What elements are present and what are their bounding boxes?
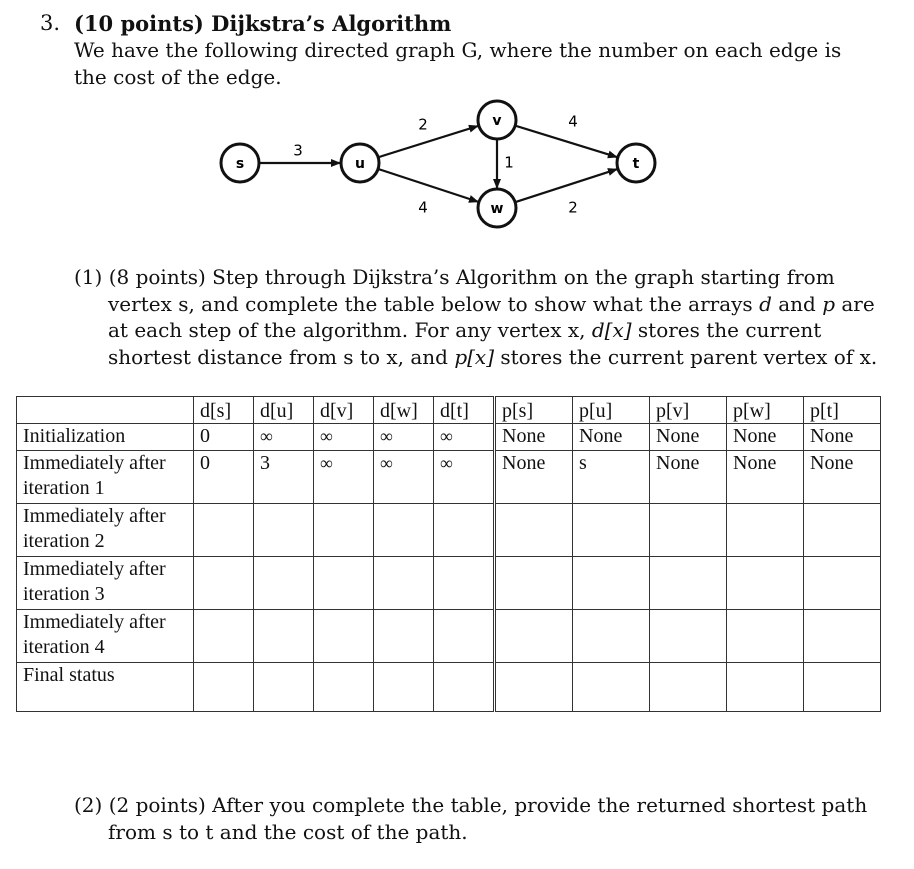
table-cell: [194, 557, 254, 610]
question-title: (10 points) Dijkstra’s Algorithm: [74, 11, 452, 36]
table-cell: [194, 504, 254, 557]
d-array-label: d: [759, 291, 772, 316]
table-cell: [194, 663, 254, 712]
table-cell: [374, 504, 434, 557]
table-row: [17, 610, 881, 663]
table-cell: [573, 610, 650, 663]
table-cell: ∞: [434, 451, 495, 504]
table-cell: [254, 610, 314, 663]
table-cell: ∞: [314, 424, 374, 451]
question-number: 3.: [40, 11, 61, 35]
column-header: p[v]: [650, 397, 727, 424]
edge-v-t: [515, 126, 617, 157]
table-cell: ∞: [374, 424, 434, 451]
table-cell: 3: [254, 451, 314, 504]
column-header: d[v]: [314, 397, 374, 424]
dijkstra-table: [16, 396, 881, 712]
table-cell: [434, 663, 495, 712]
column-header: d[w]: [374, 397, 434, 424]
table-cell: [495, 610, 573, 663]
table-cell: ∞: [374, 451, 434, 504]
table-cell: [254, 663, 314, 712]
table-cell: [434, 610, 495, 663]
row-label: Immediately after iteration 1: [17, 451, 194, 504]
table-cell: None: [804, 424, 881, 451]
table-cell: [804, 610, 881, 663]
table-cell: [495, 504, 573, 557]
directed-graph: [0, 90, 914, 260]
table-cell: [314, 504, 374, 557]
table-cell: [804, 557, 881, 610]
column-header: d[t]: [434, 397, 495, 424]
table-cell: ∞: [254, 424, 314, 451]
table-cell: [573, 663, 650, 712]
edge-u-w: [378, 169, 478, 202]
table-row: [17, 424, 881, 451]
row-label: Immediately after iteration 2: [17, 504, 194, 557]
table-cell: [495, 663, 573, 712]
table-cell: s: [573, 451, 650, 504]
table-cell: [727, 663, 804, 712]
table-cell: [650, 504, 727, 557]
table-cell: None: [650, 424, 727, 451]
edge-cost-u-v: 2: [418, 115, 428, 134]
table-cell: None: [495, 451, 573, 504]
table-cell: [804, 504, 881, 557]
table-cell: [573, 557, 650, 610]
table-cell: None: [727, 451, 804, 504]
table-cell: [314, 557, 374, 610]
table-cell: [194, 610, 254, 663]
column-header: p[s]: [495, 397, 573, 424]
table-row: [17, 557, 881, 610]
table-cell: [495, 557, 573, 610]
p-array-label: p: [822, 291, 836, 316]
question-description: We have the following directed graph G, where the number on each edge is the cost of the edge.: [74, 38, 842, 89]
table-cell: [314, 663, 374, 712]
part2-prompt: (2) (2 points) After you complete the table, provide the returned shortest path from s to t and the cost of the path.: [74, 793, 868, 844]
edge-cost-v-w: 1: [504, 153, 514, 172]
table-cell: [314, 610, 374, 663]
table-cell: [254, 504, 314, 557]
part1-prompt: (1) (8 points) Step through Dijkstra’s Algorithm on the graph starting from vertex s, and complete the table below to show what the arrays d and p are at each step of the algorithm. For any vertex x, d[x] stores the current shortest distance from s to x, and p[x] stores the current parent vertex of x.: [74, 265, 878, 369]
table-cell: [650, 610, 727, 663]
table-cell: [650, 557, 727, 610]
table-cell: None: [650, 451, 727, 504]
column-header: p[u]: [573, 397, 650, 424]
table-row: [17, 504, 881, 557]
table-cell: [727, 504, 804, 557]
row-label: Final status: [17, 663, 194, 712]
node-label-t: t: [632, 156, 640, 172]
node-label-u: u: [355, 156, 365, 172]
table-row: [17, 663, 881, 712]
edge-w-t: [515, 169, 617, 202]
table-cell: [374, 557, 434, 610]
table-cell: [434, 557, 495, 610]
table-cell: None: [573, 424, 650, 451]
row-label: Initialization: [17, 424, 194, 451]
table-cell: [434, 504, 495, 557]
table-cell: None: [495, 424, 573, 451]
table-corner: [17, 397, 194, 424]
table-cell: [374, 663, 434, 712]
table-cell: 0: [194, 424, 254, 451]
table-cell: [374, 610, 434, 663]
table-row: [17, 451, 881, 504]
node-label-w: w: [490, 201, 504, 217]
table-cell: 0: [194, 451, 254, 504]
node-label-s: s: [235, 156, 245, 172]
table-cell: [573, 504, 650, 557]
table-cell: [727, 610, 804, 663]
column-header: d[s]: [194, 397, 254, 424]
row-label: Immediately after iteration 4: [17, 610, 194, 663]
table-cell: None: [727, 424, 804, 451]
table-cell: ∞: [434, 424, 495, 451]
table-cell: [727, 557, 804, 610]
edge-cost-s-u: 3: [293, 141, 303, 160]
table-cell: None: [804, 451, 881, 504]
table-cell: [650, 663, 727, 712]
table-cell: [804, 663, 881, 712]
node-label-v: v: [492, 113, 502, 129]
column-header: d[u]: [254, 397, 314, 424]
edge-cost-w-t: 2: [568, 198, 578, 217]
edge-u-v: [378, 126, 478, 157]
edge-cost-u-w: 4: [418, 198, 428, 217]
row-label: Immediately after iteration 3: [17, 557, 194, 610]
column-header: p[w]: [727, 397, 804, 424]
table-cell: ∞: [314, 451, 374, 504]
table-cell: [254, 557, 314, 610]
edge-cost-v-t: 4: [568, 112, 578, 131]
column-header: p[t]: [804, 397, 881, 424]
